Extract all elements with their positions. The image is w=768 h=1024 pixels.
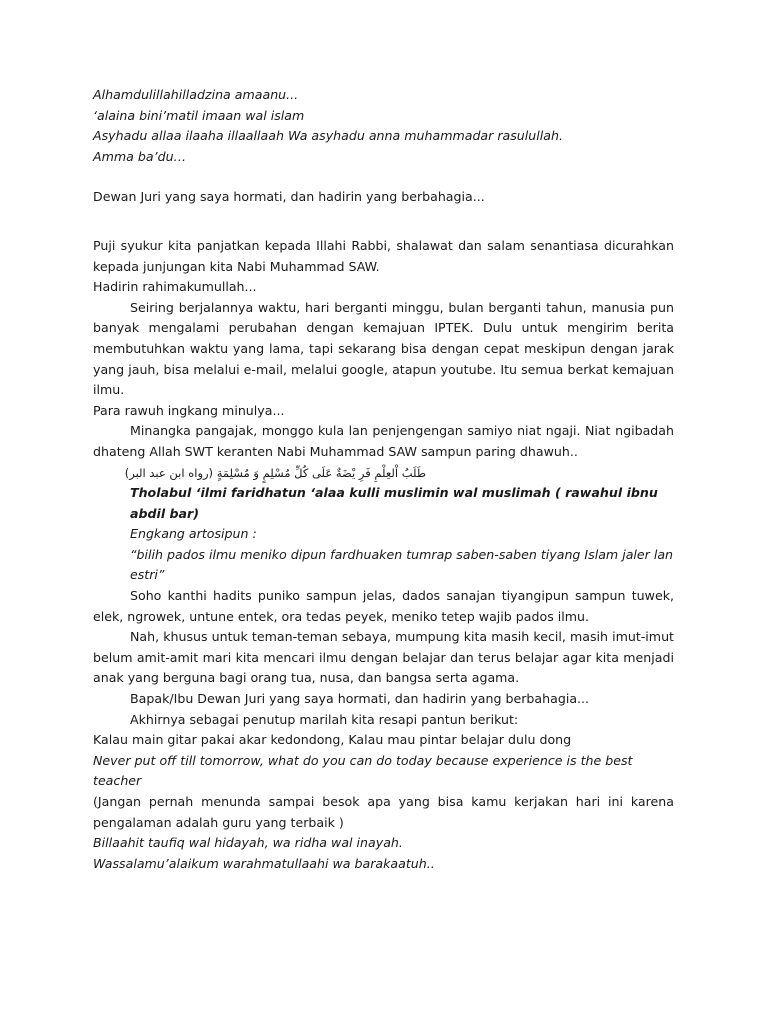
opening-line: ‘alaina bini’matil imaan wal islam [93,107,305,123]
spacer [93,208,674,236]
speech-text [93,85,674,874]
closing-salam: Wassalamu’alaikum warahmatullaahi wa barakaatuh.. [93,855,435,871]
paragraph-nah: Nah, khusus untuk teman-teman sebaya, mumpung kita masih kecil, masih imut-imut belum amit-amit mari kita mencari ilmu dengan belajar dan terus belajar agar kita menjadi anak yang berguna bagi orang tua, nusa, dan bangsa serta agama. [93,629,674,686]
proverb-translation: (Jangan pernah menunda sampai besok apa yang bisa kamu kerjakan hari ini karena pengalaman adalah guru yang terbaik ) [93,794,674,830]
closing-line: Billaahit taufiq wal hidayah, wa ridha wal inayah. [93,835,403,851]
paragraph-akhirnya: Akhirnya sebagai penutup marilah kita resapi pantun berikut: [130,711,519,727]
paragraph-minangka: Minangka pangajak, monggo kula lan penjengengan samiyo niat ngaji. Niat ngibadah dhateng Allah SWT keranten Nabi Muhammad SAW sampun paring dhawuh.. [93,423,674,459]
arabic-hadith: طَلَبُ اْلعِلْمِ فَرِ يْضَةٌ عَلَى كُلِّ مُسْلِمٍ وَ مُسْلِمَةٍ (رواه ابن عبد البر) [124,465,426,480]
opening-line: Amma ba’du… [93,148,187,164]
hadith-translation: “bilih pados ilmu meniko dipun fardhuaken tumrap saben-saben tiyang Islam jaler lan estri” [130,546,674,583]
paragraph-seiring: Seiring berjalannya waktu, hari berganti minggu, bulan berganti tahun, manusia pun banyak mengalami perubahan dengan kemajuan IPTEK. Dulu untuk mengirim berita membutuhkan waktu yang lama, tapi sekarang bisa dengan cepat meskipun dengan jarak yang jauh, bisa melalui e-mail, melalui google, atapun youtube. Itu semua berkat kemajuan ilmu. [93,299,674,398]
paragraph-puji: Puji syukur kita panjatkan kepada Illahi Rabbi, shalawat dan salam senantiasa dicurahkan kepada junjungan kita Nabi Muhammad SAW. [93,237,674,274]
paragraph-soho: Soho kanthi hadits puniko sampun jelas, dados sanajan tiyangipun sampun tuwek, elek, ngrowek, untune entek, ora tedas peyek, meniko tetep wajib pados ilmu. [93,588,674,624]
pantun: Kalau main gitar pakai akar kedondong, Kalau mau pintar belajar dulu dong [93,732,572,748]
artosipun-label: Engkang artosipun : [130,526,257,542]
english-proverb: Never put off till tomorrow, what do you can do today because experience is the best teacher [93,752,633,789]
opening-line: Asyhadu allaa ilaaha illaallaah Wa asyhadu anna muhammadar rasulullah. [93,128,563,144]
paragraph-para-rawuh: Para rawuh ingkang minulya... [93,402,285,418]
opening-line: Alhamdulillahilladzina amaanu... [93,87,299,102]
hadith-latin: Tholabul ‘ilmi faridhatun ‘alaa kulli muslimin wal muslimah ( rawahul ibnu abdil bar) [130,485,658,521]
spacer [93,167,674,187]
paragraph-bapak: Bapak/Ibu Dewan Juri yang saya hormati, dan hadirin yang berbahagia... [130,691,590,707]
greeting: Dewan Juri yang saya hormati, dan hadirin yang berbahagia... [93,189,485,205]
paragraph-hadirin: Hadirin rahimakumullah... [93,279,257,295]
